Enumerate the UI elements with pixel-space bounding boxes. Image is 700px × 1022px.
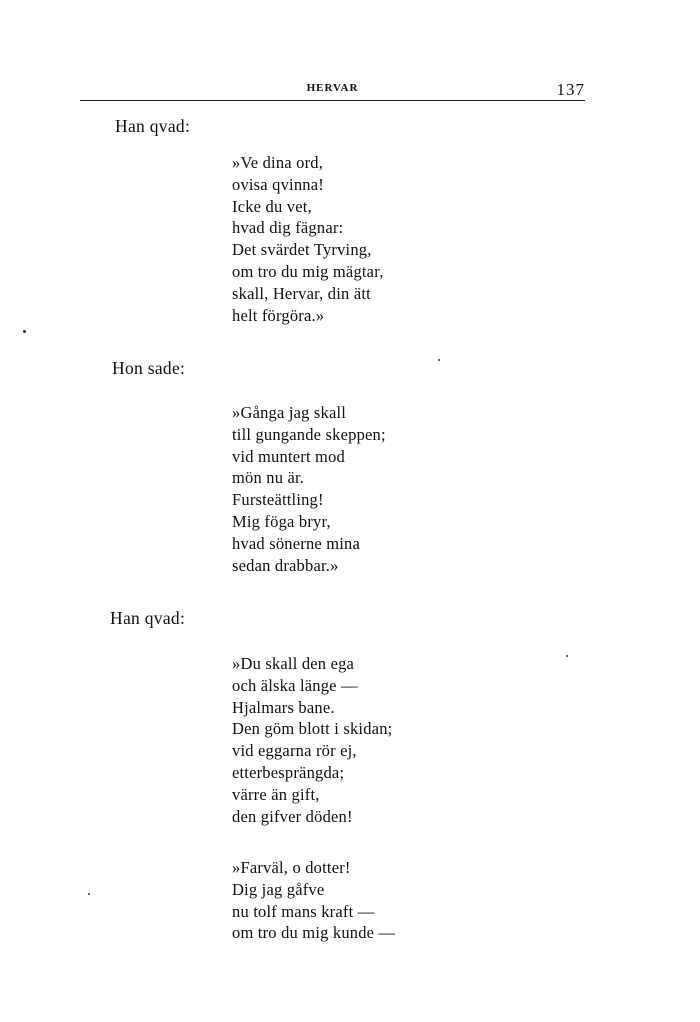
scan-speck	[438, 359, 440, 361]
verse-line: om tro du mig mägtar,	[232, 261, 384, 281]
verse-line: om tro du mig kunde —	[232, 923, 396, 943]
scan-speck	[88, 893, 90, 895]
verse-line: värre än gift,	[232, 784, 320, 804]
verse-line: vid muntert mod	[232, 446, 345, 466]
verse-line: skall, Hervar, din ätt	[232, 283, 371, 303]
verse-line: Icke du vet,	[232, 196, 312, 216]
stanza	[232, 653, 392, 827]
speaker-label: Hon sade:	[112, 358, 186, 378]
running-title: HERVAR	[306, 82, 359, 94]
verse-line: Mig föga bryr,	[232, 511, 331, 531]
header-rule	[80, 100, 585, 101]
verse-line: hvad sönerne mina	[232, 533, 361, 553]
verse-line: vid eggarna rör ej,	[232, 741, 357, 761]
verse-line: till gungande skeppen;	[232, 424, 386, 444]
verse-line: ovisa qvinna!	[232, 174, 324, 194]
verse-line: sedan drabbar.»	[232, 555, 339, 575]
verse-line: mön nu är.	[232, 468, 305, 488]
verse-line: och älska länge —	[232, 675, 358, 695]
scan-speck	[566, 655, 568, 657]
verse-line: »Farväl, o dotter!	[232, 858, 351, 877]
speaker-label: Han qvad:	[110, 608, 186, 628]
stanza	[232, 152, 384, 326]
verse-line: »Du skall den ega	[232, 654, 355, 673]
verse-line: helt förgöra.»	[232, 305, 325, 325]
verse-line: Hjalmars bane.	[232, 697, 335, 717]
verse-line: Den göm blott i skidan;	[232, 719, 393, 739]
verse-line: den gifver döden!	[232, 806, 353, 826]
page-number: 137	[556, 80, 585, 99]
verse-line: Dig jag gåfve	[232, 879, 325, 899]
verse-line: »Gånga jag skall	[232, 403, 347, 422]
stanza	[232, 402, 386, 576]
verse-line: nu tolf mans kraft —	[232, 901, 375, 921]
verse-line: Fursteättling!	[232, 490, 324, 510]
verse-line: etterbesprängda;	[232, 762, 345, 782]
verse-line: hvad dig fägnar:	[232, 218, 344, 238]
speaker-label: Han qvad:	[115, 116, 191, 136]
running-head	[80, 80, 585, 100]
verse-line: Det svärdet Tyrving,	[232, 240, 372, 260]
scan-speck	[23, 330, 26, 333]
stanza	[232, 857, 395, 944]
verse-line: »Ve dina ord,	[232, 153, 324, 172]
